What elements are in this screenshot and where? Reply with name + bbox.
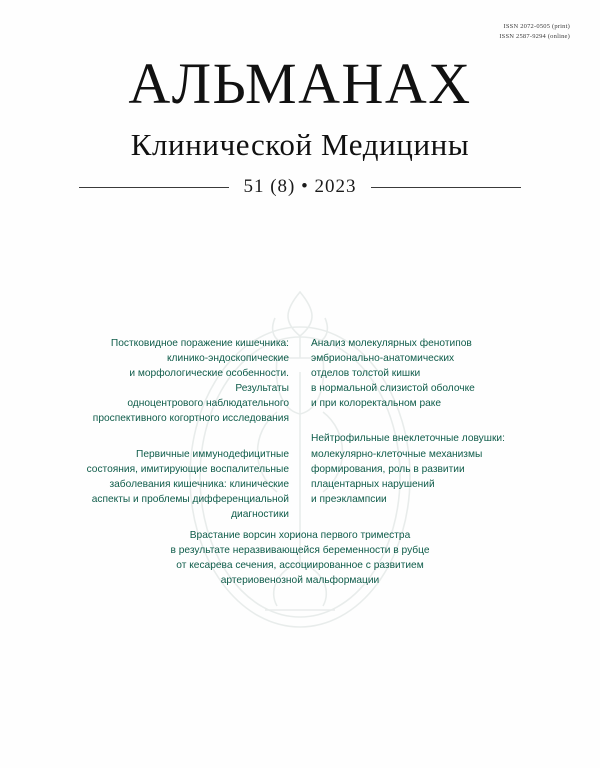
article-line: и преэклампсии bbox=[311, 493, 387, 505]
article-line: отделов толстой кишки bbox=[311, 368, 421, 380]
article-line: молекулярно-клеточные механизмы bbox=[311, 448, 483, 460]
article-line: состояния, имитирующие воспалительные bbox=[86, 463, 289, 475]
article-title[interactable] bbox=[311, 336, 526, 411]
issue-line bbox=[0, 176, 600, 198]
article-title[interactable] bbox=[74, 336, 289, 427]
article-line: Врастание ворсин хориона первого триместра bbox=[189, 530, 411, 542]
article-line: и при колоректальном раке bbox=[311, 398, 442, 410]
article-line: аспекты и проблемы дифференциальной bbox=[91, 493, 289, 505]
article-line: проспективного когортного исследования bbox=[92, 413, 289, 425]
article-column-left bbox=[74, 336, 289, 522]
issn-block bbox=[499, 22, 570, 42]
article-line: Постковидное поражение кишечника: bbox=[110, 338, 289, 349]
article-line: Анализ молекулярных фенотипов bbox=[311, 338, 472, 349]
journal-subtitle: Клинической Медицины bbox=[130, 127, 470, 162]
article-line: одноцентрового наблюдательного bbox=[127, 398, 289, 410]
article-title[interactable] bbox=[74, 447, 289, 522]
article-line: в нормальной слизистой оболочке bbox=[311, 383, 475, 395]
journal-title: АЛЬМАНАХ bbox=[128, 51, 472, 116]
article-line: в результате неразвивающейся беременности в рубце bbox=[170, 545, 430, 557]
article-column-right bbox=[311, 336, 526, 522]
article-list bbox=[0, 336, 600, 588]
article-line: плацентарных нарушений bbox=[311, 478, 435, 490]
masthead bbox=[0, 51, 600, 162]
article-line: от кесарева сечения, ассоциированное с развитием bbox=[176, 560, 424, 572]
article-line: Нейтрофильные внеклеточные ловушки: bbox=[311, 433, 505, 445]
article-line: и морфологические особенности. Результаты bbox=[129, 368, 289, 395]
article-title[interactable] bbox=[74, 528, 526, 588]
article-title[interactable] bbox=[311, 431, 526, 506]
issue-rule-left bbox=[79, 187, 229, 188]
issn-print: ISSN 2072-0505 (print) bbox=[503, 23, 570, 30]
article-line: заболевания кишечника: клинические bbox=[109, 478, 289, 490]
article-line: формирования, роль в развитии bbox=[311, 463, 465, 475]
article-columns bbox=[0, 336, 600, 522]
issn-online: ISSN 2587-9294 (online) bbox=[499, 33, 570, 41]
article-line: клинико-эндоскопические bbox=[166, 353, 289, 365]
article-line: артериовенозной мальформации bbox=[220, 575, 380, 587]
article-line: Первичные иммунодефицитные bbox=[136, 448, 289, 460]
issue-number: 51 (8) • 2023 bbox=[243, 176, 357, 197]
article-line: эмбрионально-анатомических bbox=[311, 353, 455, 365]
issue-rule-right bbox=[371, 187, 521, 188]
article-line: диагностики bbox=[231, 508, 289, 520]
